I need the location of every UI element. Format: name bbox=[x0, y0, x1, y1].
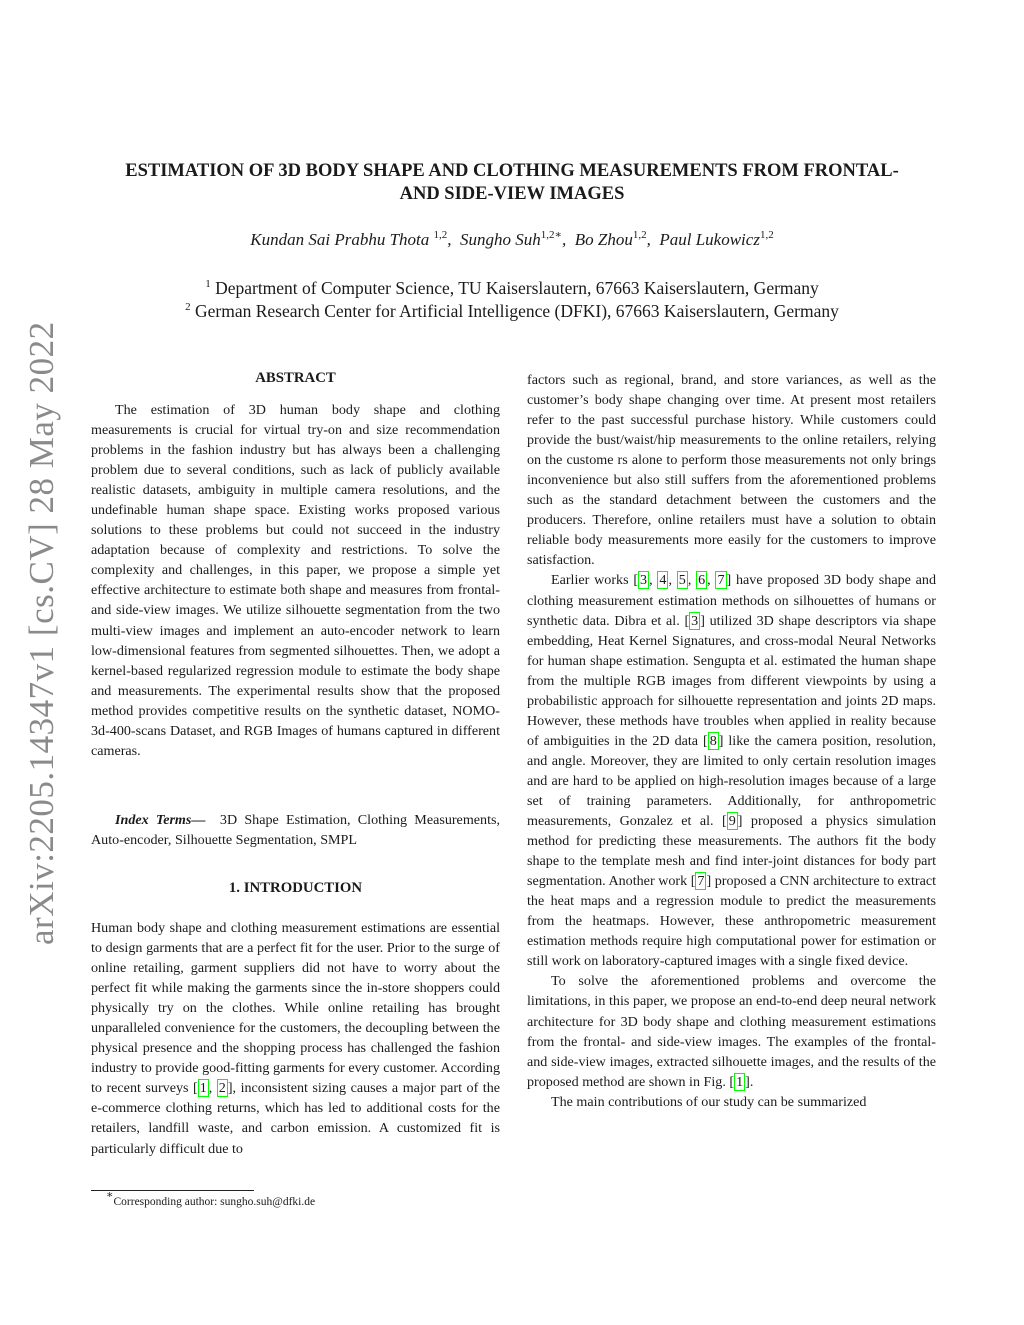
author-name: Paul Lukowicz bbox=[659, 230, 760, 249]
citation-link[interactable]: 9 bbox=[728, 813, 736, 830]
paragraph: Earlier works [ 3 , 4 , 5 , 6 , 7 ] have proposed 3D body shape and clothing measurement estimation methods on silhouettes of humans or synthetic data. Dibra et al. [ 3 ] utilized 3D shape descriptors via shape embedding, Heat Kernel Signatures, and cross-modal Neural Networks for human shape estimation. Sengupta et al. estimated the human shape from the multiple RGB images from different viewpoints by using a probabilistic approach for silhouette representation and joints 2D maps. However, these methods have troubles when applied in reality because of ambiguities in the 2D data [ 8 ] like the camera position, resolution, and angle. Moreover, they are limited to only certain resolution images and are hard to be applied on high-resolution images because of a large set of training parameters. Additionally, for anthropometric measurements, Gonzalez et al. [ 9 ] proposed a physics simulation method for predicting these measurements. The authors fit the body shape to the template mesh and find inter-joint distances for body part segmentation. Another work [ 7 ] proposed a CNN architecture to extract the heat maps and a regression module to predict the measurements from the heatmaps. However, these anthropometric measurement estimation methods require high computational power for estimation or still work on laboratory-captured images with a single fixed device. bbox=[527, 572, 937, 970]
author-affiliation-mark: 1,2∗ bbox=[540, 229, 563, 241]
author-affiliation-mark: 1,2 bbox=[759, 229, 774, 241]
citation-link[interactable]: 5 bbox=[678, 572, 686, 589]
title-line-2: AND SIDE-VIEW IMAGES bbox=[399, 184, 625, 204]
affiliation-text: German Research Center for Artificial Intelligence (DFKI), 67663 Kaiserslautern, Germany bbox=[195, 301, 839, 321]
introduction-heading: 1. INTRODUCTION bbox=[228, 880, 363, 896]
author-name: Kundan Sai Prabhu Thota bbox=[250, 230, 430, 249]
citation-link[interactable]: 3 bbox=[640, 572, 648, 589]
citation-link[interactable]: 4 bbox=[659, 572, 667, 589]
citation-link[interactable]: 2 bbox=[218, 1080, 226, 1097]
paragraph: factors such as regional, brand, and store variances, as well as the customer’s body shape changing over time. At present most retailers refer to the past successful purchase history. While customers could provide the bust/waist/hip measurements to the online retailers, relying on the custome rs alone to perform those measurements not only brings inconvenience but also still suffers from the aforementioned problems such as the standard detachment between the customers and the producers. Therefore, online retailers must have a solution to obtain reliable body measurements more easily for the customers to improve satisfaction. bbox=[527, 372, 936, 569]
affiliation-2 bbox=[70, 301, 954, 322]
citation-link[interactable]: 3 bbox=[691, 612, 699, 629]
figure-reference-link[interactable]: 1 bbox=[736, 1073, 744, 1090]
title-line-1: ESTIMATION OF 3D BODY SHAPE AND CLOTHING MEASUREMENTS FROM FRONTAL- bbox=[125, 161, 899, 181]
paragraph: The main contributions of our study can be summarized bbox=[551, 1093, 867, 1110]
right-column bbox=[527, 370, 936, 1112]
author-separator: , bbox=[447, 230, 452, 249]
citation-link[interactable]: 8 bbox=[709, 732, 717, 749]
footnote-text: Corresponding author: sungho.suh@dfki.de bbox=[113, 1196, 316, 1208]
introduction-paragraph: Human body shape and clothing measurement estimations are essential to design garments that are a perfect fit for the user. Prior to the surge of online retailing, garment suppliers did not have to worry about the perfect fit while making the garments since the in-store shoppers could physically try on the clothes. While online retailing has brought unparalleled convenience for the customers, the decoupling between the physical presence and the shopping process has challenged the fashion industry to provide good-fitting garments for every customer. According to recent surveys [ 1 , 2 ], inconsistent sizing causes a major part of the e-commerce clothing returns, which has led to additional costs for the retailers, landfill waste, and carbon emission. A customized fit is particularly difficult due to bbox=[91, 920, 500, 1157]
footnote bbox=[106, 1189, 316, 1208]
abstract-heading: ABSTRACT bbox=[255, 370, 336, 386]
index-terms-text: 3D Shape Estimation, Clothing Measurements, Auto-encoder, Silhouette Segmentation, SMPL bbox=[91, 812, 501, 849]
citation-link[interactable]: 7 bbox=[717, 572, 725, 589]
index-terms bbox=[91, 810, 500, 850]
affiliation-text: Department of Computer Science, TU Kaiserslautern, 67663 Kaiserslautern, Germany bbox=[215, 278, 819, 298]
citation-link[interactable]: 6 bbox=[698, 572, 706, 589]
citation-link[interactable]: 1 bbox=[199, 1080, 207, 1097]
author-separator: , bbox=[646, 230, 651, 249]
paragraph: To solve the aforementioned problems and overcome the limitations, in this paper, we propose an end-to-end deep neural network architecture for 3D body shape and clothing measurement estimations from the frontal- and side-view images. The examples of the frontal- and side-view images, extracted silhouette images, and the results of the proposed method are shown in Fig. [ 1 ]. bbox=[527, 973, 936, 1090]
arxiv-identifier: arXiv:2205.14347v1 [cs.CV] 28 May 2022 bbox=[22, 321, 61, 945]
paper-title bbox=[70, 160, 954, 206]
affiliation-1 bbox=[70, 278, 954, 299]
author-name: Bo Zhou bbox=[574, 230, 633, 249]
footnote-divider bbox=[91, 1190, 254, 1191]
author-affiliation-mark: 1,2 bbox=[433, 229, 448, 241]
affiliation-number: 2 bbox=[185, 301, 191, 313]
author-name: Sungho Suh bbox=[460, 230, 541, 249]
citation-link[interactable]: 7 bbox=[697, 873, 705, 890]
author-affiliation-mark: 1,2 bbox=[632, 229, 647, 241]
abstract-text: The estimation of 3D human body shape and clothing measurements is crucial for virtual try-on and size recommendation problems in the fashion industry but has always been a challenging problem due to several conditions, such as lack of publicly available realistic datasets, ambiguity in multiple camera resolutions, and the undefinable human shape space. Existing works proposed various solutions to these problems but could not succeed in the industry adaptation because of complexity and restrictions. To solve the complexity and challenges, in this paper, we propose a simple yet effective architecture to estimate both shape and measures from frontal- and side-view images. We utilize silhouette segmentation from the two multi-view images and implement an auto-encoder network to learn low-dimensional features from segmented silhouettes. Then, we adopt a kernel-based regularized regression module to estimate the body shape and measurements. The experimental results show that the proposed method provides competitive results on the synthetic dataset, NOMO-3d-400-scans Dataset, and RGB Images of humans captured in different cameras. bbox=[91, 402, 500, 759]
index-terms-label: Index Terms— bbox=[115, 812, 206, 828]
author-list bbox=[70, 230, 954, 250]
author-separator: , bbox=[562, 230, 567, 249]
footnote-mark: ∗ bbox=[106, 1189, 114, 1201]
affiliation-number: 1 bbox=[205, 278, 211, 290]
